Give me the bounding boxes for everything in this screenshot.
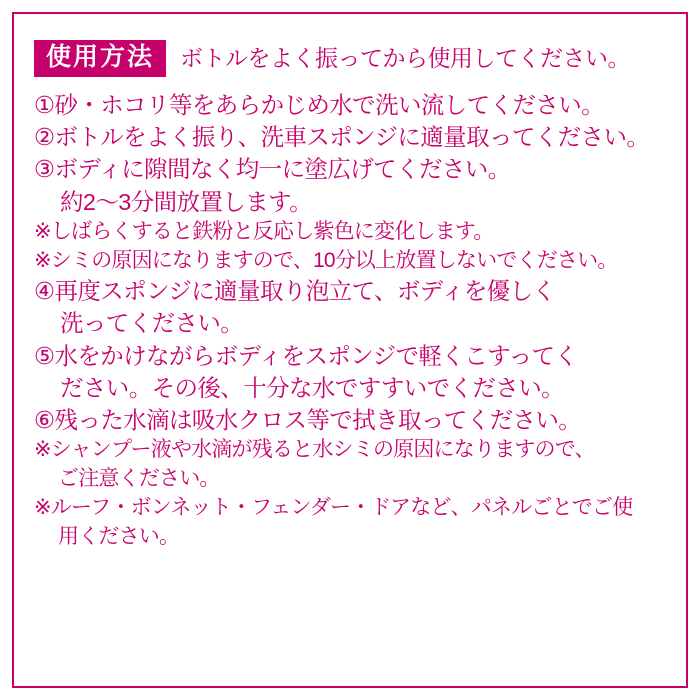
list-item: ①砂・ホコリ等をあらかじめ水で洗い流してください。 <box>34 92 605 118</box>
list-item: ご注意ください。 <box>58 466 220 490</box>
instructions-list <box>34 89 668 551</box>
list-item: ※しばらくすると鉄粉と反応し紫色に変化します。 <box>34 219 494 243</box>
list-item: 洗ってください。 <box>60 310 244 337</box>
list-item: ださい。その後、十分な水ですすいでください。 <box>60 374 565 401</box>
list-item: ⑤水をかけながらボディをスポンジで軽くこすってく <box>34 342 578 369</box>
list-item: ※シャンプー液や水滴が残ると水シミの原因になりますので、 <box>34 438 595 462</box>
list-item: ⑥残った水滴は吸水クロス等で拭き取ってください。 <box>34 407 582 434</box>
list-item: 用ください。 <box>58 524 180 548</box>
header <box>34 40 668 77</box>
list-item: ②ボトルをよく振り、洗車スポンジに適量取ってください。 <box>34 124 650 151</box>
instructions-panel <box>12 12 688 688</box>
list-item: ※シミの原因になりますので、10分以上放置しないでください。 <box>34 248 618 272</box>
header-note: ボトルをよく振ってから使用してください。 <box>180 45 631 71</box>
usage-badge: 使用方法 <box>34 40 166 77</box>
list-item: ③ボディに隙間なく均一に塗広げてください。 <box>34 156 511 183</box>
panel-content <box>34 40 668 676</box>
list-item: ※ルーフ・ボンネット・フェンダー・ドアなど、パネルごとでご使 <box>34 495 633 519</box>
list-item: 約2〜3分間放置します。 <box>60 188 313 215</box>
list-item: ④再度スポンジに適量取り泡立て、ボディを優しく <box>34 278 556 305</box>
